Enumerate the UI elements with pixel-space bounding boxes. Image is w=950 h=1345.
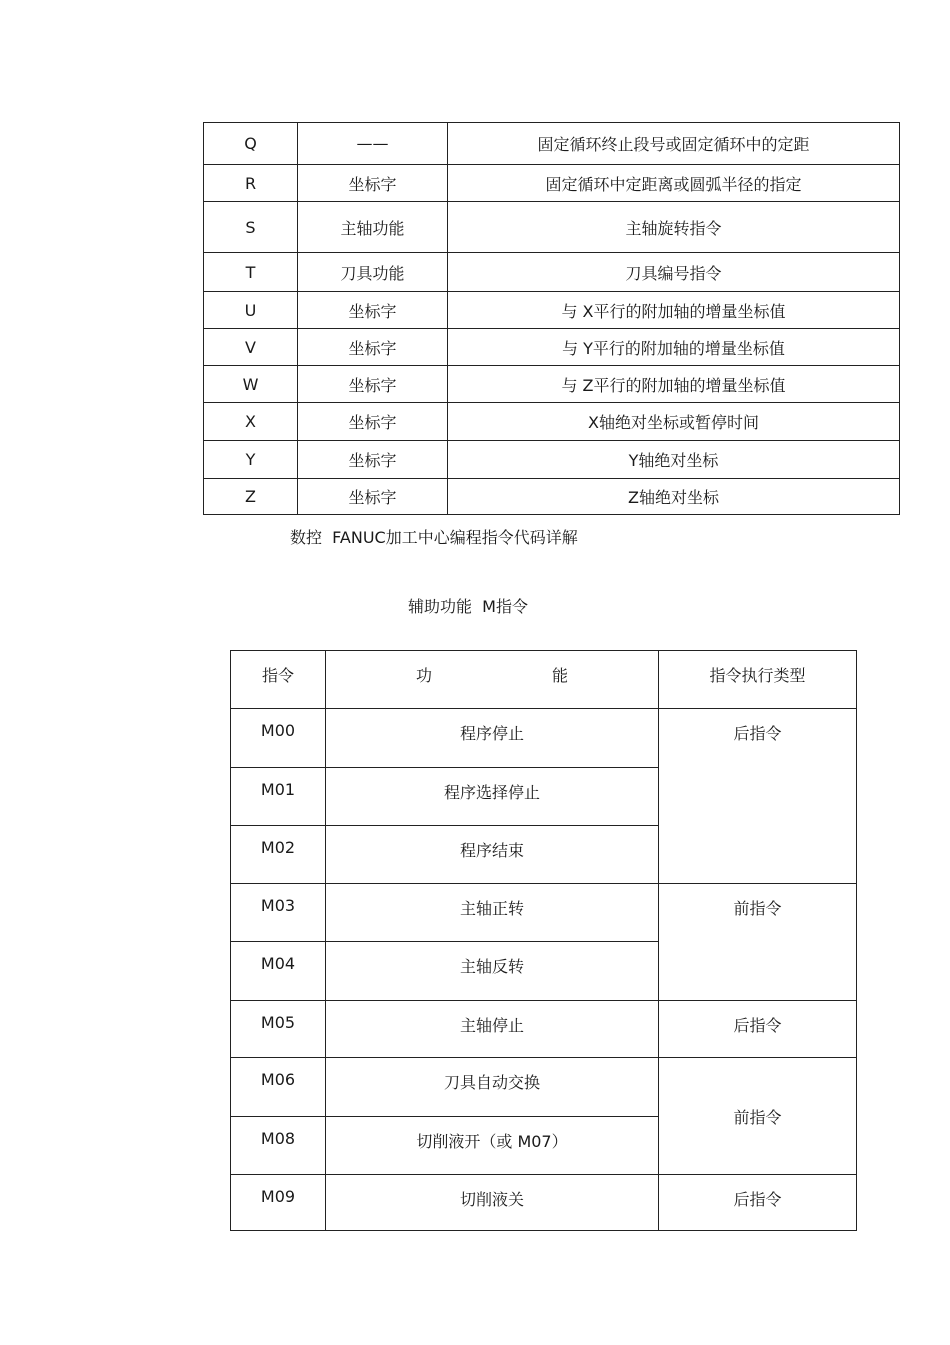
address-letter: T bbox=[204, 253, 298, 292]
word-type: 坐标字 bbox=[298, 441, 448, 479]
word-type: 坐标字 bbox=[298, 403, 448, 441]
m-code-table bbox=[230, 650, 857, 1231]
address-letter: U bbox=[204, 292, 298, 329]
exec-type: 后指令 bbox=[659, 1001, 857, 1058]
address-letter: Z bbox=[204, 479, 298, 515]
exec-type: 前指令 bbox=[659, 1058, 857, 1175]
m-function: 切削液关 bbox=[326, 1175, 659, 1231]
document-title: 数控 FANUC加工中心编程指令代码详解 bbox=[290, 528, 578, 547]
table-row bbox=[204, 253, 900, 292]
word-type: 坐标字 bbox=[298, 479, 448, 515]
word-meaning: 固定循环终止段号或固定循环中的定距 bbox=[448, 123, 900, 165]
word-meaning: 与 Y平行的附加轴的增量坐标值 bbox=[448, 329, 900, 366]
word-meaning: Y轴绝对坐标 bbox=[448, 441, 900, 479]
word-type: —— bbox=[298, 123, 448, 165]
m-function: 主轴正转 bbox=[326, 884, 659, 942]
word-meaning: 与 X平行的附加轴的增量坐标值 bbox=[448, 292, 900, 329]
header-code: 指令 bbox=[231, 651, 326, 709]
m-code: M05 bbox=[231, 1001, 326, 1058]
table-row bbox=[231, 709, 857, 768]
m-function: 程序结束 bbox=[326, 826, 659, 884]
address-letter: W bbox=[204, 366, 298, 403]
address-letter: S bbox=[204, 202, 298, 253]
section-title: 辅助功能 M指令 bbox=[408, 597, 528, 616]
word-type: 坐标字 bbox=[298, 366, 448, 403]
m-function: 主轴停止 bbox=[326, 1001, 659, 1058]
table-row bbox=[231, 1001, 857, 1058]
m-code: M03 bbox=[231, 884, 326, 942]
m-code: M01 bbox=[231, 768, 326, 826]
header-function-part-b: 能 bbox=[551, 666, 568, 685]
header-function bbox=[326, 651, 659, 709]
word-type: 坐标字 bbox=[298, 292, 448, 329]
address-code-table bbox=[203, 122, 900, 515]
table-row bbox=[204, 366, 900, 403]
m-code: M09 bbox=[231, 1175, 326, 1231]
table-header-row bbox=[231, 651, 857, 709]
table-row bbox=[204, 403, 900, 441]
table-row bbox=[231, 1175, 857, 1231]
m-code: M08 bbox=[231, 1117, 326, 1175]
table-row bbox=[204, 479, 900, 515]
table-row bbox=[204, 165, 900, 202]
header-exec-type: 指令执行类型 bbox=[659, 651, 857, 709]
address-letter: Q bbox=[204, 123, 298, 165]
m-function: 主轴反转 bbox=[326, 942, 659, 1001]
header-function-part-a: 功 bbox=[416, 666, 433, 685]
address-letter: V bbox=[204, 329, 298, 366]
table-row bbox=[204, 202, 900, 253]
word-meaning: 固定循环中定距离或圆弧半径的指定 bbox=[448, 165, 900, 202]
word-meaning: 与 Z平行的附加轴的增量坐标值 bbox=[448, 366, 900, 403]
word-type: 坐标字 bbox=[298, 165, 448, 202]
m-function: 程序选择停止 bbox=[326, 768, 659, 826]
exec-type: 后指令 bbox=[659, 1175, 857, 1231]
table-row bbox=[231, 1058, 857, 1117]
address-letter: X bbox=[204, 403, 298, 441]
word-meaning: 主轴旋转指令 bbox=[448, 202, 900, 253]
word-meaning: 刀具编号指令 bbox=[448, 253, 900, 292]
word-type: 刀具功能 bbox=[298, 253, 448, 292]
m-function: 切削液开（或 M07） bbox=[326, 1117, 659, 1175]
table-row bbox=[204, 329, 900, 366]
table-row bbox=[204, 441, 900, 479]
exec-type: 后指令 bbox=[659, 709, 857, 884]
table-row bbox=[204, 292, 900, 329]
m-code: M00 bbox=[231, 709, 326, 768]
word-meaning: X轴绝对坐标或暂停时间 bbox=[448, 403, 900, 441]
word-type: 主轴功能 bbox=[298, 202, 448, 253]
table-row bbox=[204, 123, 900, 165]
word-meaning: Z轴绝对坐标 bbox=[448, 479, 900, 515]
m-function: 刀具自动交换 bbox=[326, 1058, 659, 1117]
m-code: M06 bbox=[231, 1058, 326, 1117]
address-letter: R bbox=[204, 165, 298, 202]
word-type: 坐标字 bbox=[298, 329, 448, 366]
m-code: M02 bbox=[231, 826, 326, 884]
m-function: 程序停止 bbox=[326, 709, 659, 768]
m-code: M04 bbox=[231, 942, 326, 1001]
address-letter: Y bbox=[204, 441, 298, 479]
exec-type: 前指令 bbox=[659, 884, 857, 1001]
table-row bbox=[231, 884, 857, 942]
